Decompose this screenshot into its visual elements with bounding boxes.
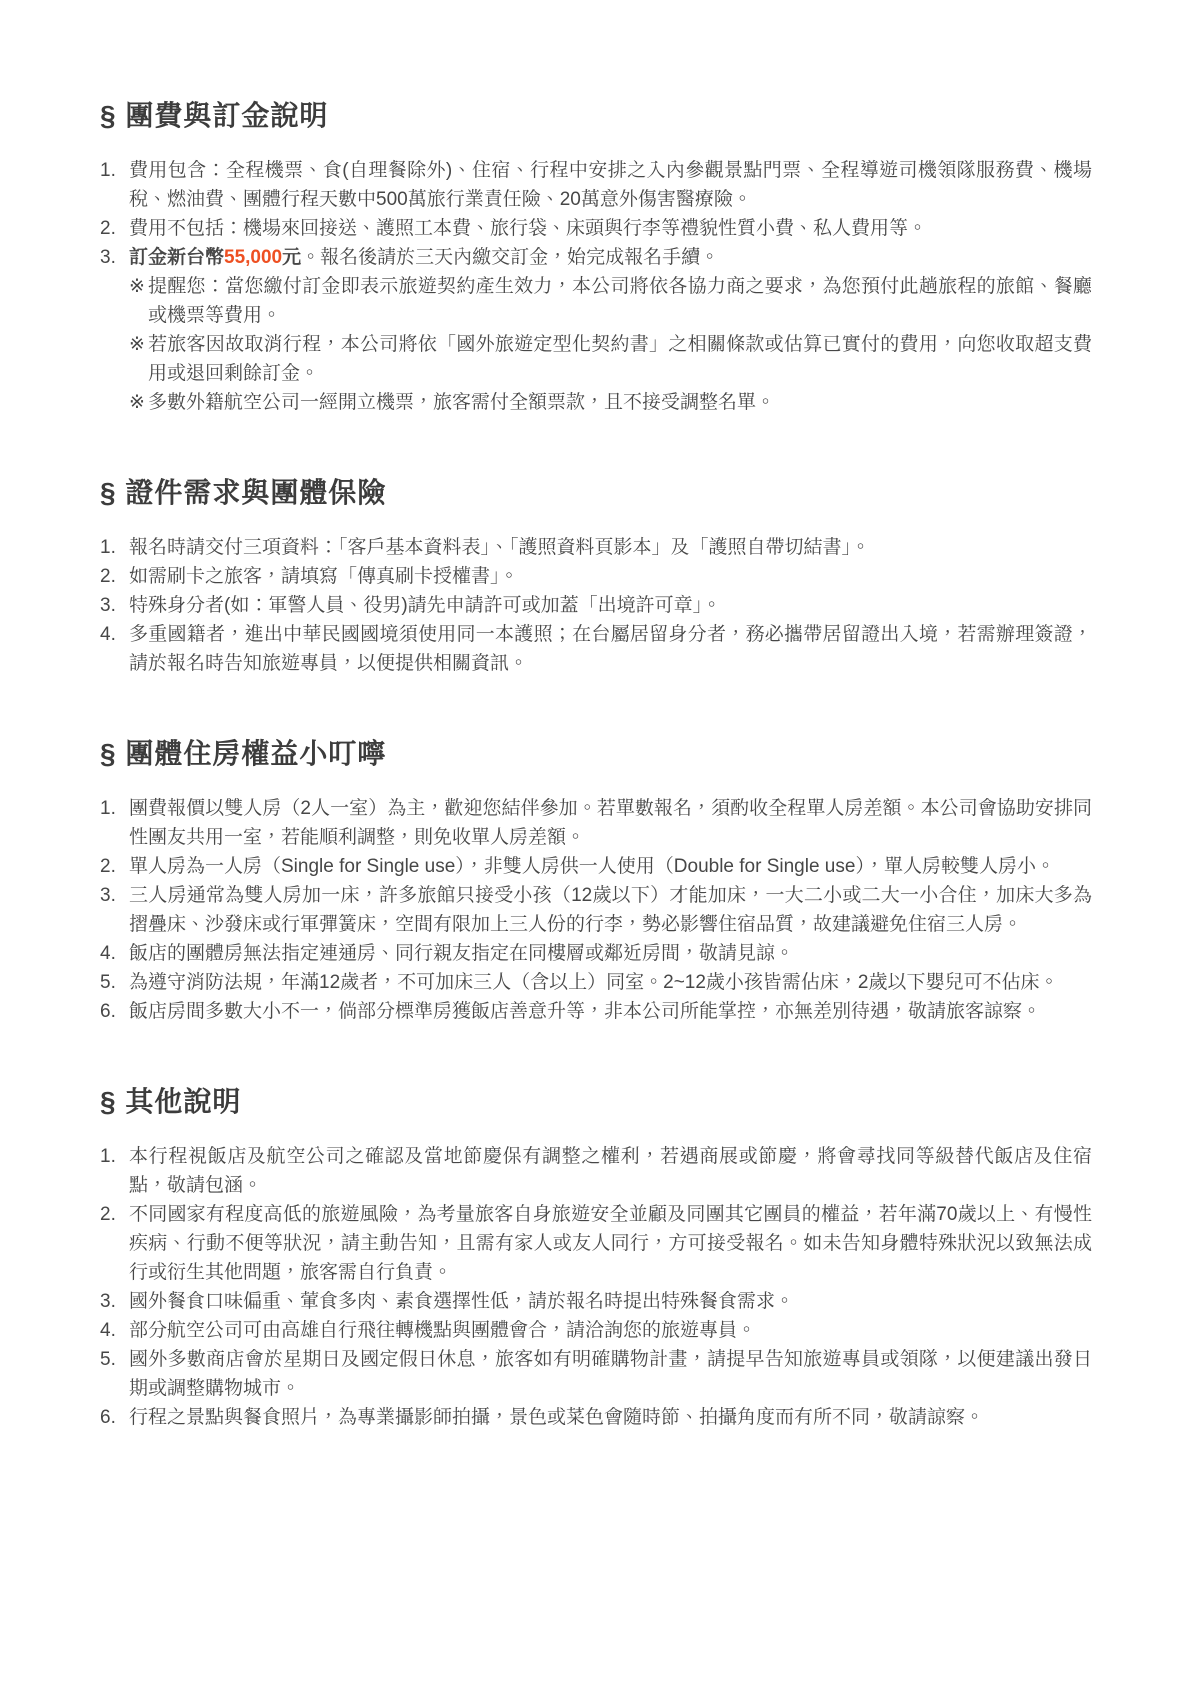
list-item xyxy=(100,881,1092,939)
item-text: 訂金新台幣55,000元。報名後請於三天內繳交訂金，始完成報名手續。 xyxy=(129,247,720,268)
item-content xyxy=(129,243,1092,417)
list-item xyxy=(100,1287,1092,1316)
section-other-notes xyxy=(100,1086,1092,1432)
section-heading: § 團費與訂金說明 xyxy=(100,100,329,131)
list-item xyxy=(100,214,1092,243)
item-text: 飯店房間多數大小不一，倘部分標準房獲飯店善意升等，非本公司所能掌控，亦無差別待遇，敬請旅客諒察。 xyxy=(129,1001,1042,1022)
item-text: 費用包含：全程機票、食(自理餐除外)、住宿、行程中安排之入內參觀景點門票、全程導遊司機領隊服務費、機場稅、燃油費、團體行程天數中500萬旅行業責任險、20萬意外傷害醫療險。 xyxy=(129,160,1092,210)
item-content xyxy=(129,620,1092,678)
item-text: 行程之景點與餐食照片，為專業攝影師拍攝，景色或菜色會隨時節、拍攝角度而有所不同，敬請諒察。 xyxy=(129,1407,985,1428)
item-text: 本行程視飯店及航空公司之確認及當地節慶保有調整之權利，若遇商展或節慶，將會尋找同等級替代飯店及住宿點，敬請包涵。 xyxy=(129,1146,1092,1196)
item-content xyxy=(129,997,1092,1026)
item-content xyxy=(129,1142,1092,1200)
item-text: 飯店的團體房無法指定連通房、同行親友指定在同樓層或鄰近房間，敬請見諒。 xyxy=(129,943,795,964)
section-item-list xyxy=(100,794,1092,1026)
item-content xyxy=(129,852,1092,881)
list-item xyxy=(100,243,1092,417)
item-text: 單人房為一人房（Single for Single use），非雙人房供一人使用（Double for Single use），單人房較雙人房小。 xyxy=(129,856,1055,877)
item-content xyxy=(129,156,1092,214)
item-text: 多重國籍者，進出中華民國國境須使用同一本護照；在台屬居留身分者，務必攜帶居留證出入境，若需辦理簽證，請於報名時告知旅遊專員，以便提供相關資訊。 xyxy=(129,624,1092,674)
item-number: 3. xyxy=(100,247,116,268)
item-content xyxy=(129,881,1092,939)
item-content xyxy=(129,1287,1092,1316)
note-text: 多數外籍航空公司一經開立機票，旅客需付全額票款，且不接受調整名單。 xyxy=(148,392,776,413)
list-item xyxy=(100,1200,1092,1287)
item-number: 4. xyxy=(100,943,116,964)
item-text: 三人房通常為雙人房加一床，許多旅館只接受小孩（12歲以下）才能加床，一大二小或二大一小合住，加床大多為摺疊床、沙發床或行軍彈簧床，空間有限加上三人份的行李，勢必影響住宿品質，故建議避免住宿三人房。 xyxy=(129,885,1092,935)
item-content xyxy=(129,591,1092,620)
item-content xyxy=(129,968,1092,997)
item-number: 2. xyxy=(100,566,116,587)
item-content xyxy=(129,214,1092,243)
item-content xyxy=(129,533,1092,562)
section-room-rights-tips xyxy=(100,738,1092,1026)
item-number: 2. xyxy=(100,218,116,239)
list-item xyxy=(100,939,1092,968)
item-text: 不同國家有程度高低的旅遊風險，為考量旅客自身旅遊安全並顧及同團其它團員的權益，若年滿70歲以上、有慢性疾病、行動不便等狀況，請主動告知，且需有家人或友人同行，方可接受報名。如未告知身體特殊狀況以致無法成行或衍生其他問題，旅客需自行負責。 xyxy=(129,1204,1092,1283)
item-number: 2. xyxy=(100,1204,116,1225)
note-line xyxy=(129,272,1092,330)
section-fees-and-deposit xyxy=(100,100,1092,417)
note-text: 提醒您：當您繳付訂金即表示旅遊契約產生效力，本公司將依各協力商之要求，為您預付此趟旅程的旅館、餐廳或機票等費用。 xyxy=(148,276,1092,326)
note-text: 若旅客因故取消行程，本公司將依「國外旅遊定型化契約書」之相關條款或估算已實付的費用，向您收取超支費用或退回剩餘訂金。 xyxy=(148,334,1092,384)
item-content xyxy=(129,794,1092,852)
item-text: 如需刷卡之旅客，請填寫「傳真刷卡授權書」。 xyxy=(129,566,519,587)
note-marker: ※ xyxy=(129,334,145,355)
section-documents-and-insurance xyxy=(100,477,1092,678)
list-item xyxy=(100,1142,1092,1200)
list-item xyxy=(100,562,1092,591)
item-content xyxy=(129,939,1092,968)
item-number: 3. xyxy=(100,885,116,906)
section-heading: § 其他說明 xyxy=(100,1086,242,1117)
list-item xyxy=(100,852,1092,881)
section-item-list xyxy=(100,533,1092,678)
section-item-list xyxy=(100,1142,1092,1432)
item-number: 4. xyxy=(100,624,116,645)
item-content xyxy=(129,1316,1092,1345)
list-item xyxy=(100,997,1092,1026)
list-item xyxy=(100,620,1092,678)
item-number: 6. xyxy=(100,1407,116,1428)
item-content xyxy=(129,562,1092,591)
section-heading: § 團體住房權益小叮嚀 xyxy=(100,738,387,769)
list-item xyxy=(100,533,1092,562)
list-item xyxy=(100,1316,1092,1345)
section-heading: § 證件需求與團體保險 xyxy=(100,477,387,508)
item-content xyxy=(129,1200,1092,1287)
list-item xyxy=(100,1345,1092,1403)
item-number: 4. xyxy=(100,1320,116,1341)
item-content xyxy=(129,1345,1092,1403)
item-text: 部分航空公司可由高雄自行飛往轉機點與團體會合，請洽詢您的旅遊專員。 xyxy=(129,1320,757,1341)
item-number: 6. xyxy=(100,1001,116,1022)
item-number: 1. xyxy=(100,537,116,558)
deposit-amount: 55,000 xyxy=(224,247,283,268)
item-number: 5. xyxy=(100,972,116,993)
item-text: 特殊身分者(如：軍警人員、役男)請先申請許可或加蓋「出境許可章」。 xyxy=(129,595,722,616)
note-marker: ※ xyxy=(129,276,145,297)
item-number: 2. xyxy=(100,856,116,877)
item-text: 國外多數商店會於星期日及國定假日休息，旅客如有明確購物計畫，請提早告知旅遊專員或領隊，以便建議出發日期或調整購物城市。 xyxy=(129,1349,1092,1399)
section-item-list xyxy=(100,156,1092,417)
list-item xyxy=(100,794,1092,852)
list-item xyxy=(100,156,1092,214)
item-number: 1. xyxy=(100,1146,116,1167)
item-number: 1. xyxy=(100,798,116,819)
item-text: 國外餐食口味偏重、葷食多肉、素食選擇性低，請於報名時提出特殊餐食需求。 xyxy=(129,1291,795,1312)
note-line xyxy=(129,388,1092,417)
item-number: 3. xyxy=(100,595,116,616)
item-content xyxy=(129,1403,1092,1432)
item-number: 3. xyxy=(100,1291,116,1312)
list-item xyxy=(100,591,1092,620)
list-item xyxy=(100,968,1092,997)
item-text: 團費報價以雙人房（2人一室）為主，歡迎您結伴參加。若單數報名，須酌收全程單人房差額。本公司會協助安排同性團友共用一室，若能順利調整，則免收單人房差額。 xyxy=(129,798,1092,848)
note-marker: ※ xyxy=(129,392,145,413)
list-item xyxy=(100,1403,1092,1432)
item-text: 為遵守消防法規，年滿12歲者，不可加床三人（含以上）同室。2~12歲小孩皆需佔床，2歲以下嬰兒可不佔床。 xyxy=(129,972,1059,993)
item-number: 5. xyxy=(100,1349,116,1370)
item-text: 報名時請交付三項資料：「客戶基本資料表」、「護照資料頁影本」及「護照自帶切結書」。 xyxy=(129,537,871,558)
note-line xyxy=(129,330,1092,388)
item-text: 費用不包括：機場來回接送、護照工本費、旅行袋、床頭與行李等禮貌性質小費、私人費用等。 xyxy=(129,218,928,239)
item-number: 1. xyxy=(100,160,116,181)
